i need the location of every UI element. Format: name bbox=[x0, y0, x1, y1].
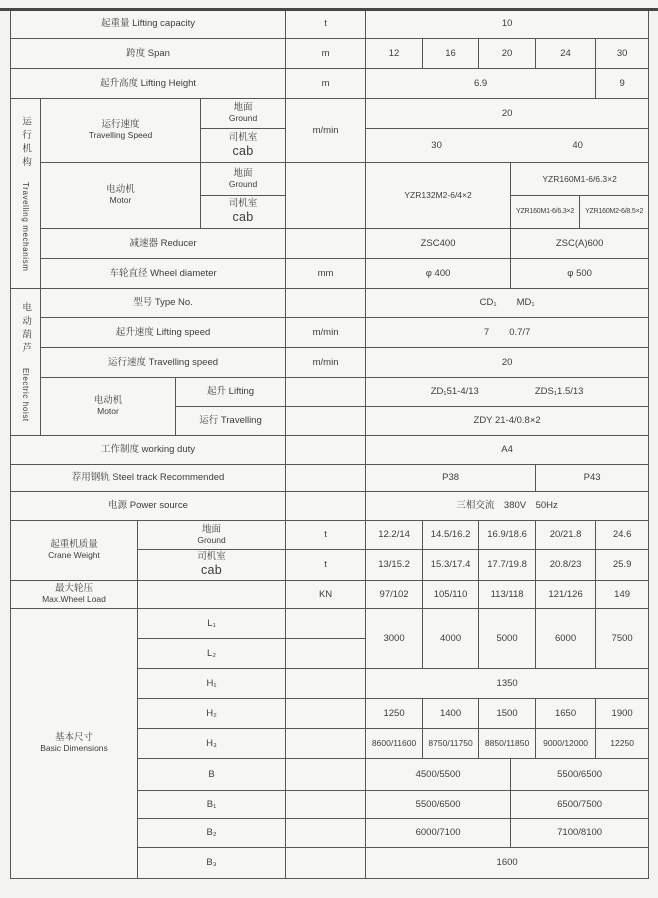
dim-b3-unit-empty bbox=[286, 848, 366, 879]
trav-speed-label bbox=[41, 99, 201, 163]
span-value-12: 12 bbox=[366, 39, 423, 69]
span-value-16: 16 bbox=[423, 39, 479, 69]
trav-speed-ground-en: Ground bbox=[228, 113, 258, 124]
dim-l-v0: 3000 bbox=[366, 609, 423, 669]
trav-motor-label-en: Motor bbox=[109, 195, 132, 206]
power-source-value: 三相交流 380V 50Hz bbox=[366, 492, 649, 521]
row-reducer bbox=[11, 229, 649, 259]
max-wheel-load-sub-empty bbox=[138, 581, 286, 609]
trav-motor-cab-label bbox=[201, 196, 286, 229]
dim-l-v4: 7500 bbox=[596, 609, 649, 669]
span-unit: m bbox=[286, 39, 366, 69]
hoist-motor-lifting-right: ZDS₁1.5/13 bbox=[534, 386, 584, 398]
crane-weight-cab-v1: 15.3/17.4 bbox=[423, 550, 479, 581]
crane-weight-cab-zh: 司机室 bbox=[197, 551, 226, 563]
crane-weight-cab-label bbox=[138, 550, 286, 581]
dim-h1-unit-empty bbox=[286, 669, 366, 699]
row-trav-motor-ground bbox=[11, 163, 649, 196]
row-type-no bbox=[11, 289, 649, 318]
dim-h3-v2: 8850/11850 bbox=[479, 729, 536, 759]
max-wheel-load-label-en: Max.Wheel Load bbox=[42, 594, 106, 605]
section-electric-hoist-en: Electric hoist bbox=[21, 367, 31, 422]
row-span bbox=[11, 39, 649, 69]
dim-h3-v4: 12250 bbox=[596, 729, 649, 759]
trav-speed-ground-value: 20 bbox=[366, 99, 649, 129]
max-wheel-load-v4: 149 bbox=[596, 581, 649, 609]
dim-h2-v3: 1650 bbox=[536, 699, 596, 729]
trav-motor-ground-zh: 地面 bbox=[233, 167, 253, 179]
dim-l-v3: 6000 bbox=[536, 609, 596, 669]
dim-h3-unit-empty bbox=[286, 729, 366, 759]
trav-motor-ground-label bbox=[201, 163, 286, 196]
steel-track-value-left: P38 bbox=[366, 465, 536, 492]
trav-speed-ground-zh: 地面 bbox=[233, 102, 253, 114]
hoist-motor-lifting-label: 起升 Lifting bbox=[176, 378, 286, 407]
type-no-value-left: CD₁ bbox=[479, 297, 497, 309]
wheel-diameter-label: 车轮直径 Wheel diameter bbox=[41, 259, 286, 289]
hoist-motor-lifting-unit-empty bbox=[286, 378, 366, 407]
hoist-trav-speed-unit: m/min bbox=[286, 348, 366, 378]
hoist-motor-lifting-left: ZD₁51-4/13 bbox=[430, 386, 479, 398]
power-source-unit-empty bbox=[286, 492, 366, 521]
lifting-height-value-30: 9 bbox=[596, 69, 649, 99]
crane-weight-label bbox=[11, 521, 138, 581]
row-steel-track bbox=[11, 465, 649, 492]
dim-h2-unit-empty bbox=[286, 699, 366, 729]
dim-b2-value-right: 7100/8100 bbox=[511, 819, 649, 848]
trav-speed-cab-value-left: 30 bbox=[431, 139, 442, 151]
trav-speed-cab-en: cab bbox=[232, 143, 254, 158]
trav-motor-cab-zh: 司机室 bbox=[228, 198, 258, 210]
steel-track-label: 荐用钢轨 Steel track Recommended bbox=[11, 465, 286, 492]
trav-motor-value-left: YZR132M2-6/4×2 bbox=[366, 163, 511, 229]
dim-b1-value-left: 5500/6500 bbox=[366, 791, 511, 819]
dim-b3-label: B₃ bbox=[138, 848, 286, 879]
crane-weight-ground-label bbox=[138, 521, 286, 550]
trav-motor-unit-empty bbox=[286, 163, 366, 229]
hoist-lifting-speed-label: 起升速度 Lifting speed bbox=[41, 318, 286, 348]
trav-motor-label bbox=[41, 163, 201, 229]
row-crane-weight-ground bbox=[11, 521, 649, 550]
reducer-value-left: ZSC400 bbox=[366, 229, 511, 259]
basic-dimensions-label-en: Basic Dimensions bbox=[40, 743, 108, 754]
crane-weight-cab-unit: t bbox=[286, 550, 366, 581]
row-hoist-lifting-speed bbox=[11, 318, 649, 348]
row-lifting-capacity bbox=[11, 9, 649, 39]
hoist-lifting-speed-left: 7 bbox=[483, 326, 490, 338]
crane-weight-label-zh: 起重机质量 bbox=[50, 539, 98, 551]
working-duty-value: A4 bbox=[366, 436, 649, 465]
section-travelling-mechanism bbox=[11, 99, 41, 289]
trav-speed-ground-label bbox=[201, 99, 286, 129]
reducer-label: 减速器 Reducer bbox=[41, 229, 286, 259]
hoist-motor-label bbox=[41, 378, 176, 436]
trav-motor-value-bottom-right: YZR160M2-6/8.5×2 bbox=[580, 196, 649, 229]
hoist-motor-label-zh: 电动机 bbox=[93, 395, 123, 407]
hoist-lifting-speed-right: 0.7/7 bbox=[509, 326, 531, 338]
dim-b2-unit-empty bbox=[286, 819, 366, 848]
crane-spec-table bbox=[10, 8, 649, 879]
wheel-diameter-value-left: φ 400 bbox=[366, 259, 511, 289]
dim-h3-label: H₃ bbox=[138, 729, 286, 759]
lifting-height-label: 起升高度 Lifting Height bbox=[11, 69, 286, 99]
hoist-lifting-speed-values bbox=[366, 318, 649, 348]
dim-l2-unit-empty bbox=[286, 639, 366, 669]
max-wheel-load-v3: 121/126 bbox=[536, 581, 596, 609]
dim-l1-unit-empty bbox=[286, 609, 366, 639]
dim-h2-v1: 1400 bbox=[423, 699, 479, 729]
basic-dimensions-label-zh: 基本尺寸 bbox=[54, 732, 93, 744]
span-value-20: 20 bbox=[479, 39, 536, 69]
trav-speed-cab-value-right: 40 bbox=[572, 139, 583, 151]
dim-b2-label: B₂ bbox=[138, 819, 286, 848]
type-no-value-right: MD₁ bbox=[516, 297, 535, 309]
dim-h1-value: 1350 bbox=[366, 669, 649, 699]
trav-motor-label-zh: 电动机 bbox=[106, 184, 135, 196]
dim-l-v1: 4000 bbox=[423, 609, 479, 669]
steel-track-value-right: P43 bbox=[536, 465, 649, 492]
trav-motor-value-bottom-left: YZR160M1-6/6.3×2 bbox=[511, 196, 580, 229]
dim-l1-label: L₁ bbox=[138, 609, 286, 639]
dim-h2-v2: 1500 bbox=[479, 699, 536, 729]
dim-b-value-left: 4500/5500 bbox=[366, 759, 511, 791]
crane-weight-cab-v3: 20.8/23 bbox=[536, 550, 596, 581]
lifting-capacity-unit: t bbox=[286, 9, 366, 39]
crane-weight-cab-v0: 13/15.2 bbox=[366, 550, 423, 581]
dim-h3-v0: 8600/11600 bbox=[366, 729, 423, 759]
working-duty-label: 工作制度 working duty bbox=[11, 436, 286, 465]
lifting-capacity-label: 起重量 Lifting capacity bbox=[11, 9, 286, 39]
row-working-duty bbox=[11, 436, 649, 465]
span-value-24: 24 bbox=[536, 39, 596, 69]
max-wheel-load-v1: 105/110 bbox=[423, 581, 479, 609]
dim-b-unit-empty bbox=[286, 759, 366, 791]
type-no-values bbox=[366, 289, 649, 318]
crane-weight-ground-v1: 14.5/16.2 bbox=[423, 521, 479, 550]
dim-b3-value: 1600 bbox=[366, 848, 649, 879]
crane-weight-ground-zh: 地面 bbox=[202, 523, 222, 535]
row-hoist-motor-lifting bbox=[11, 378, 649, 407]
row-hoist-trav-speed bbox=[11, 348, 649, 378]
hoist-trav-speed-label: 运行速度 Travelling speed bbox=[41, 348, 286, 378]
dim-h2-label: H₂ bbox=[138, 699, 286, 729]
basic-dimensions-label bbox=[11, 609, 138, 879]
hoist-motor-lifting-values bbox=[366, 378, 649, 407]
trav-speed-cab-label bbox=[201, 129, 286, 163]
trav-motor-value-right-top: YZR160M1-6/6.3×2 bbox=[511, 163, 649, 196]
hoist-trav-speed-value: 20 bbox=[366, 348, 649, 378]
dim-h2-v4: 1900 bbox=[596, 699, 649, 729]
row-trav-speed-ground bbox=[11, 99, 649, 129]
dim-l2-label: L₂ bbox=[138, 639, 286, 669]
trav-speed-cab-values bbox=[366, 129, 649, 163]
span-value-30: 30 bbox=[596, 39, 649, 69]
row-power-source bbox=[11, 492, 649, 521]
steel-track-unit-empty bbox=[286, 465, 366, 492]
lifting-height-unit: m bbox=[286, 69, 366, 99]
wheel-diameter-unit: mm bbox=[286, 259, 366, 289]
working-duty-unit-empty bbox=[286, 436, 366, 465]
trav-speed-cab-zh: 司机室 bbox=[228, 131, 258, 143]
section-electric-hoist-zh: 电动葫芦 bbox=[20, 302, 32, 357]
row-lifting-height bbox=[11, 69, 649, 99]
span-label: 跨度 Span bbox=[11, 39, 286, 69]
page-top-rule bbox=[0, 8, 658, 11]
crane-weight-ground-en: Ground bbox=[197, 534, 226, 545]
dim-b1-unit-empty bbox=[286, 791, 366, 819]
crane-weight-ground-v4: 24.6 bbox=[596, 521, 649, 550]
section-travelling-mechanism-en: Travelling mechanism bbox=[21, 181, 31, 272]
dim-h3-v3: 9000/12000 bbox=[536, 729, 596, 759]
max-wheel-load-label-zh: 最大轮压 bbox=[54, 583, 93, 595]
section-travelling-mechanism-zh: 运行机构 bbox=[20, 115, 32, 170]
crane-weight-ground-v0: 12.2/14 bbox=[366, 521, 423, 550]
trav-motor-ground-en: Ground bbox=[228, 178, 258, 189]
max-wheel-load-v0: 97/102 bbox=[366, 581, 423, 609]
section-electric-hoist bbox=[11, 289, 41, 436]
dim-b1-label: B₁ bbox=[138, 791, 286, 819]
crane-weight-ground-v3: 20/21.8 bbox=[536, 521, 596, 550]
dim-b-label: B bbox=[138, 759, 286, 791]
row-wheel-diameter bbox=[11, 259, 649, 289]
crane-weight-cab-v2: 17.7/19.8 bbox=[479, 550, 536, 581]
crane-weight-ground-unit: t bbox=[286, 521, 366, 550]
hoist-motor-travelling-value: ZDY 21-4/0.8×2 bbox=[366, 407, 649, 436]
reducer-unit-empty bbox=[286, 229, 366, 259]
max-wheel-load-v2: 113/118 bbox=[479, 581, 536, 609]
dim-b2-value-left: 6000/7100 bbox=[366, 819, 511, 848]
wheel-diameter-value-right: φ 500 bbox=[511, 259, 649, 289]
hoist-lifting-speed-unit: m/min bbox=[286, 318, 366, 348]
lifting-height-value-main: 6.9 bbox=[366, 69, 596, 99]
trav-speed-label-en: Travelling Speed bbox=[88, 130, 153, 141]
row-dim-l1 bbox=[11, 609, 649, 639]
dim-b1-value-right: 6500/7500 bbox=[511, 791, 649, 819]
crane-weight-cab-en: cab bbox=[201, 563, 223, 578]
hoist-motor-travelling-unit-empty bbox=[286, 407, 366, 436]
type-no-unit-empty bbox=[286, 289, 366, 318]
power-source-label: 电源 Power source bbox=[11, 492, 286, 521]
dim-l-v2: 5000 bbox=[479, 609, 536, 669]
crane-weight-cab-v4: 25.9 bbox=[596, 550, 649, 581]
hoist-motor-travelling-label: 运行 Travelling bbox=[176, 407, 286, 436]
crane-weight-label-en: Crane Weight bbox=[48, 550, 100, 561]
dim-h2-v0: 1250 bbox=[366, 699, 423, 729]
dim-h3-v1: 8750/11750 bbox=[423, 729, 479, 759]
type-no-label: 型号 Type No. bbox=[41, 289, 286, 318]
hoist-motor-label-en: Motor bbox=[97, 406, 119, 417]
crane-weight-ground-v2: 16.9/18.6 bbox=[479, 521, 536, 550]
row-max-wheel-load bbox=[11, 581, 649, 609]
reducer-value-right: ZSC(A)600 bbox=[511, 229, 649, 259]
max-wheel-load-unit: KN bbox=[286, 581, 366, 609]
max-wheel-load-label bbox=[11, 581, 138, 609]
dim-h1-label: H₁ bbox=[138, 669, 286, 699]
lifting-capacity-value: 10 bbox=[366, 9, 649, 39]
trav-speed-unit: m/min bbox=[286, 99, 366, 163]
trav-speed-label-zh: 运行速度 bbox=[101, 119, 140, 131]
dim-b-value-right: 5500/6500 bbox=[511, 759, 649, 791]
trav-motor-cab-en: cab bbox=[232, 210, 254, 225]
